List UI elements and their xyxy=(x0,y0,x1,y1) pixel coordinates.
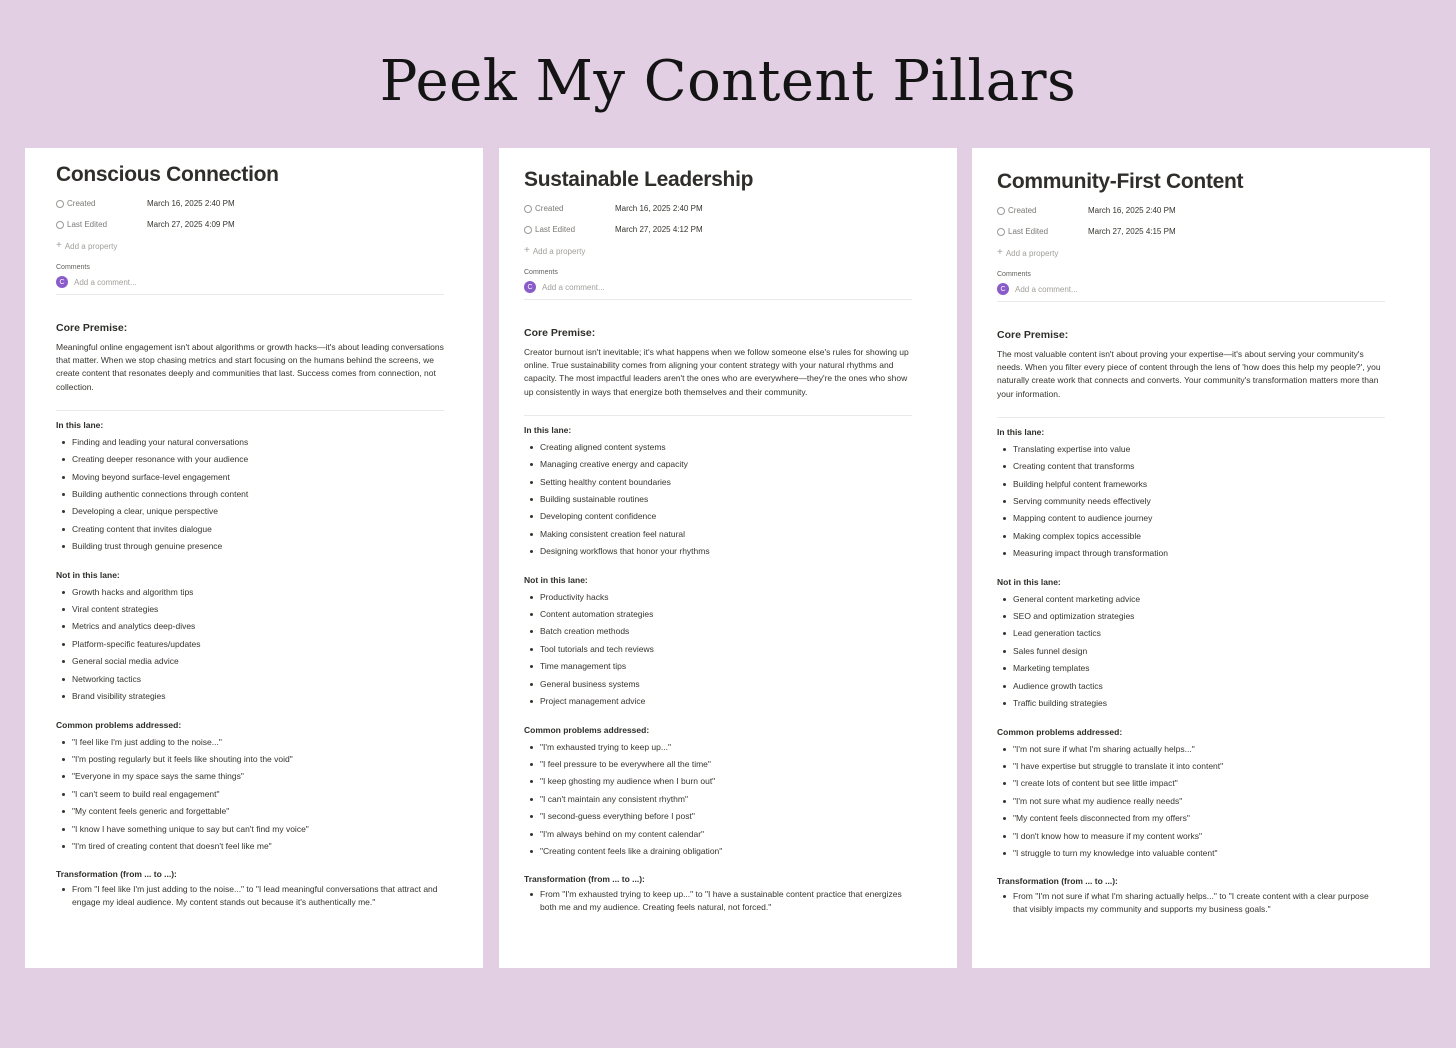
list-item: From "I feel like I'm just adding to the noise..." to "I lead meaningful conversations that attract and engage my ideal audience. My content stands out because it's authentically me." xyxy=(72,883,444,909)
list-item: From "I'm exhausted trying to keep up..." to "I have a sustainable content practice that energizes both me and my audience. Creating feels natural, not forced." xyxy=(540,888,912,914)
last-edited-property xyxy=(524,219,912,240)
list-item: SEO and optimization strategies xyxy=(1013,608,1385,625)
problems-list xyxy=(56,734,444,856)
in-lane-list xyxy=(524,439,912,561)
core-premise-heading: Core Premise: xyxy=(997,329,1069,341)
list-item: "My content feels disconnected from my offers" xyxy=(1013,810,1385,827)
not-in-lane-list xyxy=(56,584,444,706)
list-item: Moving beyond surface-level engagement xyxy=(72,469,444,486)
list-item: Developing a clear, unique perspective xyxy=(72,503,444,520)
add-comment-input[interactable] xyxy=(56,274,444,295)
list-item: Content automation strategies xyxy=(540,606,912,623)
last-edited-property xyxy=(997,221,1385,242)
last-edited-label: Last Edited xyxy=(535,225,576,234)
transformation-heading: Transformation (from ... to ...): xyxy=(56,869,177,880)
list-item: Creating content that invites dialogue xyxy=(72,521,444,538)
pillar-card-conscious-connection xyxy=(25,148,483,968)
comments-label: Comments xyxy=(56,264,90,271)
list-item: "I struggle to turn my knowledge into valuable content" xyxy=(1013,845,1385,862)
created-label: Created xyxy=(535,204,564,213)
in-lane-heading: In this lane: xyxy=(56,419,104,430)
list-item: "I can't seem to build real engagement" xyxy=(72,786,444,803)
add-property-button[interactable] xyxy=(524,240,912,262)
not-in-lane-list xyxy=(997,591,1385,713)
list-item: "I feel pressure to be everywhere all the time" xyxy=(540,756,912,773)
last-edited-value: March 27, 2025 4:09 PM xyxy=(147,220,235,229)
in-lane-heading: In this lane: xyxy=(997,426,1045,437)
list-item: Managing creative energy and capacity xyxy=(540,456,912,473)
list-item: "I have expertise but struggle to translate it into content" xyxy=(1013,758,1385,775)
list-item: Networking tactics xyxy=(72,671,444,688)
list-item: "Creating content feels like a draining obligation" xyxy=(540,843,912,860)
transformation-heading: Transformation (from ... to ...): xyxy=(997,876,1118,887)
core-premise-text: Meaningful online engagement isn't about algorithms or growth hacks—it's about leading conversations that matter. When we stop chasing metrics and start focusing on the humans behind the screens, we create content that resonates deeply and communities that last. Success comes from connection, not collection. xyxy=(56,342,444,392)
in-lane-list xyxy=(56,434,444,556)
avatar: C xyxy=(997,283,1009,295)
list-item: From "I'm not sure if what I'm sharing actually helps..." to "I create content with a clear purpose that visibly impacts my community and supports my business goals." xyxy=(1013,890,1385,916)
list-item: Time management tips xyxy=(540,658,912,675)
list-item: Building sustainable routines xyxy=(540,491,912,508)
list-item: Growth hacks and algorithm tips xyxy=(72,584,444,601)
pillar-card-sustainable-leadership xyxy=(499,148,957,968)
problems-list xyxy=(997,741,1385,863)
not-in-lane-heading: Not in this lane: xyxy=(524,574,588,585)
clock-icon xyxy=(524,226,532,234)
clock-icon xyxy=(524,205,532,213)
card-title: Community-First Content xyxy=(997,170,1244,193)
add-property-label: Add a property xyxy=(1005,248,1059,258)
list-item: Building trust through genuine presence xyxy=(72,538,444,555)
core-premise-text: The most valuable content isn't about proving your expertise—it's about serving your community's needs. When you filter every piece of content through the lens of 'how does this help my people?', you naturally create work that connects and converts. Your community's transformation matters more than your information. xyxy=(997,349,1381,399)
list-item: Viral content strategies xyxy=(72,601,444,618)
add-property-button[interactable] xyxy=(56,235,444,257)
list-item: "My content feels generic and forgettable" xyxy=(72,803,444,820)
transformation-list xyxy=(524,888,912,914)
problems-heading: Common problems addressed: xyxy=(56,719,182,730)
list-item: Making complex topics accessible xyxy=(1013,528,1385,545)
list-item: General social media advice xyxy=(72,653,444,670)
card-title: Conscious Connection xyxy=(56,163,279,186)
list-item: Making consistent creation feel natural xyxy=(540,526,912,543)
add-comment-input[interactable] xyxy=(524,279,912,300)
last-edited-label: Last Edited xyxy=(1008,227,1049,236)
list-item: General business systems xyxy=(540,676,912,693)
list-item: "I'm not sure if what I'm sharing actually helps..." xyxy=(1013,741,1385,758)
list-item: Batch creation methods xyxy=(540,623,912,640)
list-item: "I feel like I'm just adding to the noise..." xyxy=(72,734,444,751)
last-edited-property xyxy=(56,214,444,235)
list-item: "I keep ghosting my audience when I burn out" xyxy=(540,773,912,790)
list-item: Developing content confidence xyxy=(540,508,912,525)
created-property xyxy=(524,198,912,219)
list-item: Serving community needs effectively xyxy=(1013,493,1385,510)
transformation-list xyxy=(56,883,444,909)
problems-heading: Common problems addressed: xyxy=(524,724,650,735)
list-item: Measuring impact through transformation xyxy=(1013,545,1385,562)
last-edited-value: March 27, 2025 4:12 PM xyxy=(615,225,703,234)
clock-icon xyxy=(997,228,1005,236)
list-item: Building helpful content frameworks xyxy=(1013,476,1385,493)
list-item: Designing workflows that honor your rhythms xyxy=(540,543,912,560)
list-item: "I don't know how to measure if my content works" xyxy=(1013,828,1385,845)
in-lane-heading: In this lane: xyxy=(524,424,572,435)
page-title: Peek My Content Pillars xyxy=(379,49,1077,114)
list-item: "Everyone in my space says the same things" xyxy=(72,768,444,785)
list-item: "I'm not sure what my audience really needs" xyxy=(1013,793,1385,810)
created-value: March 16, 2025 2:40 PM xyxy=(1088,206,1176,215)
list-item: Traffic building strategies xyxy=(1013,695,1385,712)
created-property xyxy=(56,193,444,214)
created-label: Created xyxy=(1008,206,1037,215)
list-item: Translating expertise into value xyxy=(1013,441,1385,458)
add-comment-input[interactable] xyxy=(997,281,1385,302)
transformation-heading: Transformation (from ... to ...): xyxy=(524,874,645,885)
list-item: Audience growth tactics xyxy=(1013,678,1385,695)
list-item: "I know I have something unique to say but can't find my voice" xyxy=(72,821,444,838)
list-item: Brand visibility strategies xyxy=(72,688,444,705)
list-item: Platform-specific features/updates xyxy=(72,636,444,653)
last-edited-label: Last Edited xyxy=(67,220,108,229)
pillar-card-community-first-content xyxy=(972,148,1430,968)
not-in-lane-heading: Not in this lane: xyxy=(56,569,120,580)
list-item: Lead generation tactics xyxy=(1013,625,1385,642)
clock-icon xyxy=(997,207,1005,215)
list-item: "I second-guess everything before I post" xyxy=(540,808,912,825)
not-in-lane-list xyxy=(524,589,912,711)
core-premise-heading: Core Premise: xyxy=(524,327,596,339)
list-item: "I can't maintain any consistent rhythm" xyxy=(540,791,912,808)
divider xyxy=(524,415,912,416)
list-item: "I'm exhausted trying to keep up..." xyxy=(540,739,912,756)
clock-icon xyxy=(56,221,64,229)
created-value: March 16, 2025 2:40 PM xyxy=(147,199,235,208)
problems-list xyxy=(524,739,912,861)
list-item: Finding and leading your natural conversations xyxy=(72,434,444,451)
add-comment-placeholder: Add a comment... xyxy=(1015,284,1078,294)
divider xyxy=(56,410,444,411)
plus-icon: + xyxy=(56,240,62,251)
card-title: Sustainable Leadership xyxy=(524,168,754,191)
comments-label: Comments xyxy=(524,269,558,276)
list-item: Setting healthy content boundaries xyxy=(540,474,912,491)
list-item: "I'm tired of creating content that doesn't feel like me" xyxy=(72,838,444,855)
core-premise-text: Creator burnout isn't inevitable; it's what happens when we follow someone else's rules for showing up online. True sustainability comes from aligning your content strategy with your natural rhythms and capacity. The most impactful leaders aren't the ones who are everywhere—they're the ones who show up consistently in ways that energize both themselves and their community. xyxy=(524,347,909,397)
add-property-label: Add a property xyxy=(532,246,586,256)
created-property xyxy=(997,200,1385,221)
clock-icon xyxy=(56,200,64,208)
core-premise-heading: Core Premise: xyxy=(56,322,128,334)
list-item: Creating aligned content systems xyxy=(540,439,912,456)
add-comment-placeholder: Add a comment... xyxy=(74,277,137,287)
list-item: Tool tutorials and tech reviews xyxy=(540,641,912,658)
list-item: "I create lots of content but see little impact" xyxy=(1013,775,1385,792)
add-comment-placeholder: Add a comment... xyxy=(542,282,605,292)
list-item: Metrics and analytics deep-dives xyxy=(72,618,444,635)
transformation-list xyxy=(997,890,1385,916)
comments-label: Comments xyxy=(997,271,1031,278)
list-item: Mapping content to audience journey xyxy=(1013,510,1385,527)
problems-heading: Common problems addressed: xyxy=(997,726,1123,737)
add-property-button[interactable] xyxy=(997,242,1385,264)
avatar: C xyxy=(524,281,536,293)
in-lane-list xyxy=(997,441,1385,563)
add-property-label: Add a property xyxy=(64,241,118,251)
list-item: Sales funnel design xyxy=(1013,643,1385,660)
list-item: Creating content that transforms xyxy=(1013,458,1385,475)
not-in-lane-heading: Not in this lane: xyxy=(997,576,1061,587)
list-item: Creating deeper resonance with your audience xyxy=(72,451,444,468)
created-label: Created xyxy=(67,199,96,208)
list-item: Building authentic connections through content xyxy=(72,486,444,503)
list-item: "I'm posting regularly but it feels like shouting into the void" xyxy=(72,751,444,768)
list-item: Productivity hacks xyxy=(540,589,912,606)
divider xyxy=(997,417,1385,418)
avatar: C xyxy=(56,276,68,288)
plus-icon: + xyxy=(997,247,1003,258)
created-value: March 16, 2025 2:40 PM xyxy=(615,204,703,213)
list-item: "I'm always behind on my content calendar" xyxy=(540,826,912,843)
list-item: Marketing templates xyxy=(1013,660,1385,677)
list-item: Project management advice xyxy=(540,693,912,710)
last-edited-value: March 27, 2025 4:15 PM xyxy=(1088,227,1176,236)
list-item: General content marketing advice xyxy=(1013,591,1385,608)
plus-icon: + xyxy=(524,245,530,256)
